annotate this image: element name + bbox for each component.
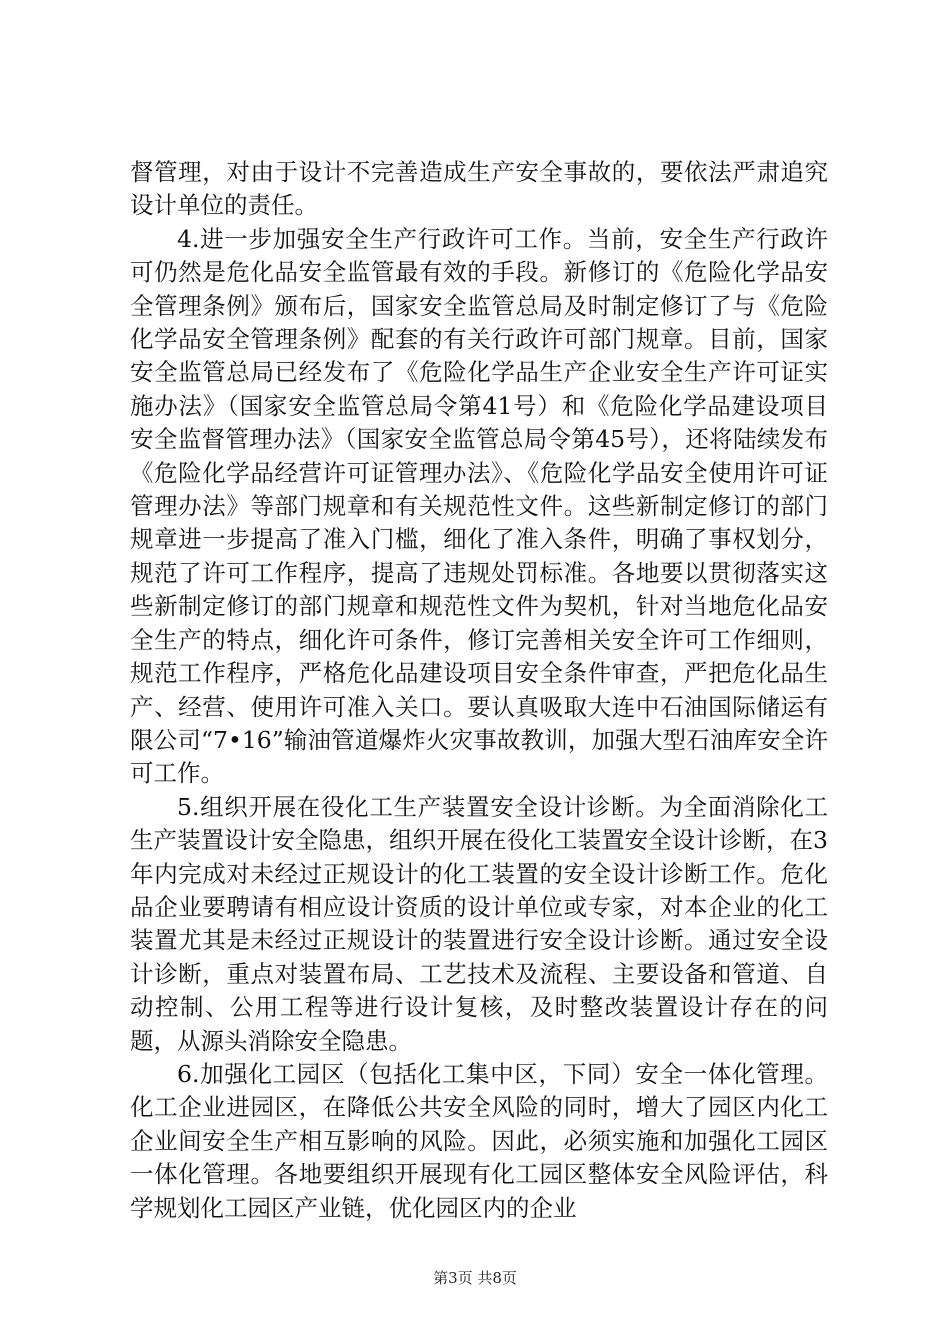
paragraph-item-5: 5.组织开展在役化工生产装置安全设计诊断。为全面消除化工生产装置设计安全隐患，组织开展在役化工装置安全设计诊断，在3年内完成对未经过正规设计的化工装置的安全设计诊断工作。危化品企业要聘请有相应设计资质的设计单位或专家，对本企业的化工装置尤其是未经过正规设计的装置进行安全设计诊断。通过安全设计诊断，重点对装置布局、工艺技术及流程、主要设备和管道、自动控制、公用工程等进行设计复核，及时整改装置设计存在的问题，从源头消除安全隐患。 xyxy=(130,792,828,1055)
document-body xyxy=(130,156,828,1225)
page-footer xyxy=(0,1268,950,1288)
paragraph-item-4: 4.进一步加强安全生产行政许可工作。当前，安全生产行政许可仍然是危化品安全监管最有效的手段。新修订的《危险化学品安全管理条例》颁布后，国家安全监管总局及时制定修订了与《危险化学品安全管理条例》配套的有关行政许可部门规章。目前，国家安全监管总局已经发布了《危险化学品生产企业安全生产许可证实施办法》（国家安全监管总局令第41号）和《危险化学品建设项目安全监督管理办法》（国家安全监管总局令第45号），还将陆续发布《危险化学品经营许可证管理办法》、《危险化学品安全使用许可证管理办法》等部门规章和有关规范性文件。这些新制定修订的部门规章进一步提高了准入门槛，细化了准入条件，明确了事权划分，规范了许可工作程序，提高了违规处罚标准。各地要以贯彻落实这些新制定修订的部门规章和规范性文件为契机，针对当地危化品安全生产的特点，细化许可条件，修订完善相关安全许可工作细则，规范工作程序，严格危化品建设项目安全条件审查，严把危化品生产、经营、使用许可准入关口。要认真吸取大连中石油国际储运有限公司“7•16”输油管道爆炸火灾事故教训，加强大型石油库安全许可工作。 xyxy=(130,224,828,788)
page-number: 第3页 共8页 xyxy=(433,1269,517,1287)
paragraph-continuation: 督管理，对由于设计不完善造成生产安全事故的，要依法严肃追究设计单位的责任。 xyxy=(130,158,828,220)
paragraph-item-6: 6.加强化工园区（包括化工集中区，下同）安全一体化管理。化工企业进园区，在降低公共安全风险的同时，增大了园区内化工企业间安全生产相互影响的风险。因此，必须实施和加强化工园区一体化管理。各地要组织开展现有化工园区整体安全风险评估，科学规划化工园区产业链，优化园区内的企业 xyxy=(130,1059,828,1222)
